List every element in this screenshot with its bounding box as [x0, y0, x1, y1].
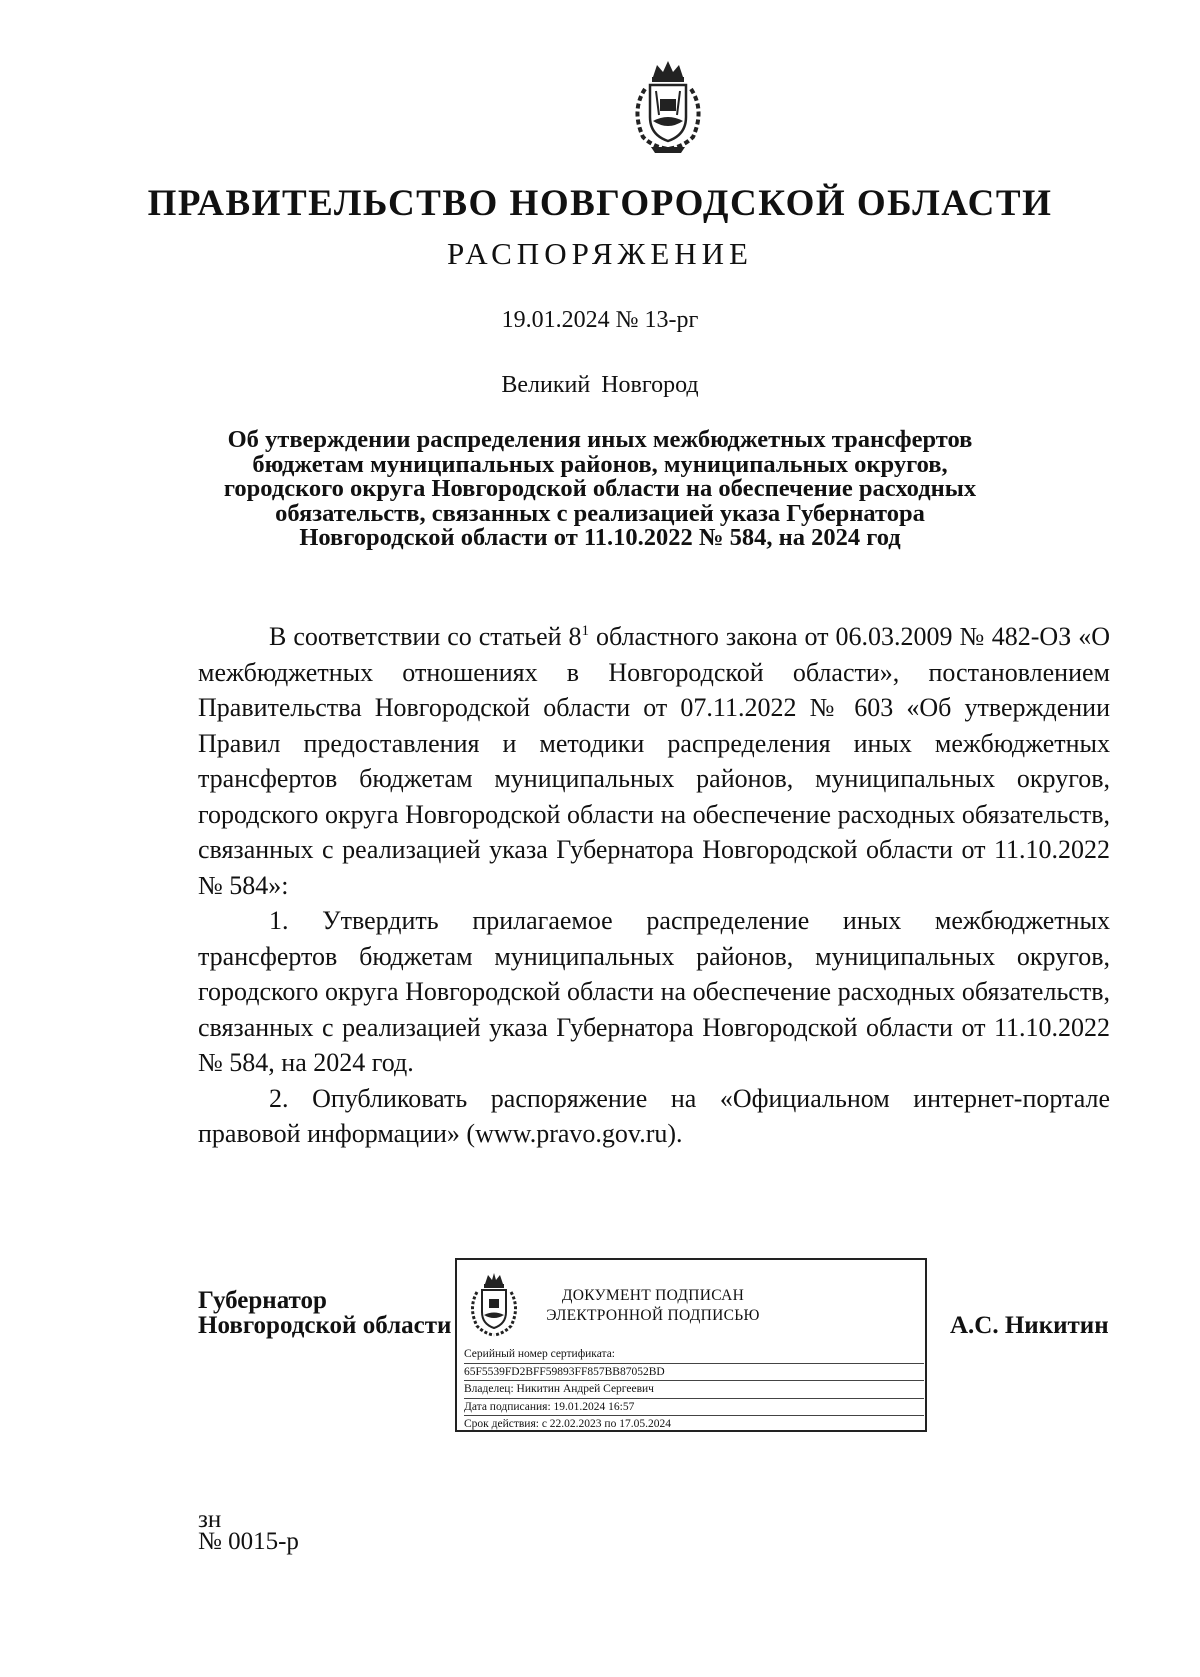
coat-of-arms-icon [623, 55, 713, 155]
certificate-label: Серийный номер сертификата: [464, 1346, 924, 1364]
article-superscript: 1 [581, 623, 590, 639]
document-type: РАСПОРЯЖЕНИЕ [447, 236, 753, 271]
subject-line: Об утверждении распределения иных межбюджетных трансфертов [227, 426, 973, 453]
signing-date: Дата подписания: 19.01.2024 16:57 [464, 1399, 924, 1417]
stamp-heading [543, 1286, 763, 1326]
preamble-text-start: В соответствии со статьей 8 [269, 622, 582, 651]
stamp-heading-line: ДОКУМЕНТ ПОДПИСАН [561, 1287, 745, 1304]
certificate-owner: Владелец: Никитин Андрей Сергеевич [464, 1381, 924, 1399]
coat-of-arms-icon [465, 1270, 523, 1338]
signer-position-line: Новгородской области [198, 1312, 452, 1339]
registration-number: № 0015-р [198, 1528, 299, 1555]
stamp-heading-line: ЭЛЕКТРОННОЙ ПОДПИСЬЮ [546, 1307, 760, 1324]
certificate-validity: Срок действия: с 22.02.2023 по 17.05.2024 [464, 1418, 671, 1430]
document-date-number: 19.01.2024 № 13-рг [501, 307, 699, 333]
certificate-serial: 65F5539FD2BFF59893FF857BB87052BD [464, 1364, 924, 1382]
document-city: Великий Новгород [501, 372, 699, 398]
subject-line: городского округа Новгородской области на обеспечение расходных [223, 475, 977, 502]
stamp-details [464, 1346, 924, 1433]
registration-mark [198, 1506, 299, 1555]
subject-line: бюджетам муниципальных районов, муниципальных округов, [252, 450, 948, 478]
subject-line: обязательств, связанных с реализацией указа Губернатора [275, 499, 925, 527]
government-title: ПРАВИТЕЛЬСТВО НОВГОРОДСКОЙ ОБЛАСТИ [147, 183, 1053, 224]
clause-1: 1. Утвердить прилагаемое распределение иных межбюджетных трансфертов бюджетам муниципальных районов, муниципальных округов, городского округа Новгородской области на обеспечение расходных обязательств, связанных с реализацией указа Губернатора Новгородской области от 11.10.2022 № 584, на 2024 год. [198, 906, 1110, 1077]
subject-line: Новгородской области от 11.10.2022 № 584, на 2024 год [299, 524, 901, 551]
preamble-paragraph [198, 619, 1110, 903]
signer-position [198, 1288, 451, 1338]
signer-name: А.С. Никитин [950, 1312, 1109, 1339]
clause-2: 2. Опубликовать распоряжение на «Официальном интернет-портале правовой информации» (www.pravo.gov.ru). [198, 1083, 1110, 1148]
preamble-text-rest: областного закона от 06.03.2009 № 482-ОЗ «О межбюджетных отношениях в Новгородской области», постановлением Правительства Новгородской области от 07.11.2022 № 603 «Об утверждении Правил предоставления и методики распределения иных межбюджетных трансфертов бюджетам муниципальных районов, муниципальных округов, городского округа Новгородской области на обеспечение расходных обязательств, связанных с реализацией указа Губернатора Новгородской области от 11.10.2022 № 584»: [198, 622, 1110, 900]
electronic-signature-stamp [455, 1258, 927, 1432]
document-body [198, 619, 1110, 1152]
signer-position-line: Губернатор [198, 1287, 327, 1314]
executor-code: зн [198, 1506, 222, 1533]
document-subject [215, 428, 985, 551]
